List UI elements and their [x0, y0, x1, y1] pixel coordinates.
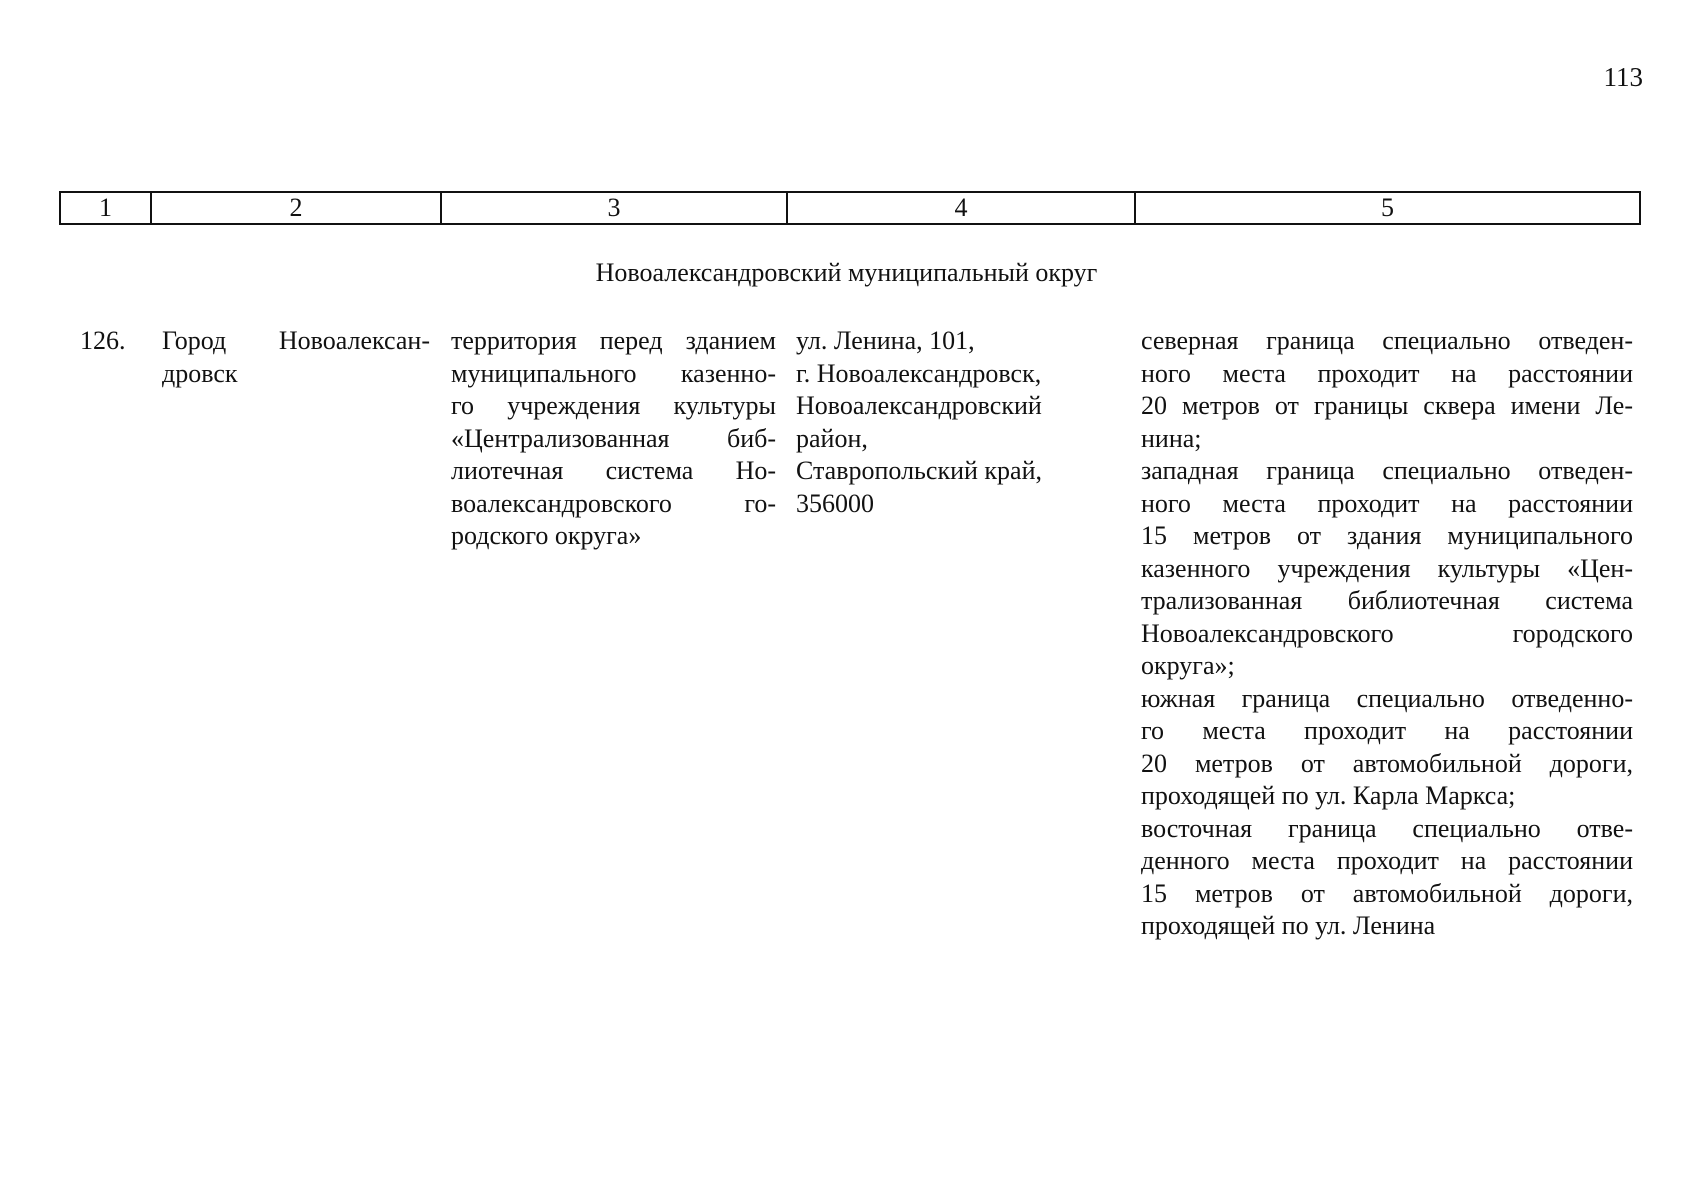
- header-col-4: 4: [787, 192, 1135, 224]
- settlement-name-line: дровск: [162, 358, 238, 388]
- boundary-line: округа»;: [1141, 651, 1235, 680]
- boundary-line: ного места проходит на расстоянии: [1141, 488, 1633, 518]
- header-col-5: 5: [1135, 192, 1640, 224]
- boundary-description: [1141, 325, 1633, 943]
- header-row: [60, 192, 1640, 224]
- object-line: территория перед зданием: [451, 326, 776, 355]
- address-line: г. Новоалександровск,: [796, 358, 1042, 388]
- boundary-line: Новоалександровского городского: [1141, 618, 1633, 648]
- boundary-line: северная граница специально отведен-: [1141, 326, 1633, 355]
- address-line: 356000: [796, 488, 874, 518]
- object-description: [451, 325, 776, 553]
- header-col-3: 3: [441, 192, 787, 224]
- boundary-line: южная граница специально отведенно-: [1141, 683, 1633, 713]
- address: [796, 325, 1096, 520]
- address-line: ул. Ленина, 101,: [796, 326, 975, 355]
- address-line: Ставропольский край,: [796, 456, 1042, 485]
- object-line: го учреждения культуры: [451, 391, 776, 420]
- object-line: воалександровского го-: [451, 488, 776, 518]
- boundary-line: проходящей по ул. Карла Маркса;: [1141, 781, 1516, 810]
- boundary-line: трализованная библиотечная система: [1141, 586, 1633, 615]
- boundary-line: 20 метров от границы сквера имени Ле-: [1141, 391, 1633, 420]
- header-col-2: 2: [151, 192, 441, 224]
- boundary-line: восточная граница специально отве-: [1141, 813, 1633, 843]
- boundary-line: проходящей по ул. Ленина: [1141, 911, 1436, 940]
- section-title: Новоалександровский муниципальный округ: [595, 258, 1098, 287]
- boundary-line: ного места проходит на расстоянии: [1141, 358, 1633, 388]
- settlement-name-line: Город Новоалексан-: [162, 326, 430, 355]
- object-line: родского округа»: [451, 521, 642, 550]
- address-line: Новоалександровский: [796, 391, 1042, 420]
- row-number: 126.: [80, 326, 126, 355]
- boundary-line: 20 метров от автомобильной дороги,: [1141, 748, 1633, 778]
- address-line: район,: [796, 423, 868, 453]
- boundary-line: казенного учреждения культуры «Цен-: [1141, 553, 1633, 583]
- object-line: муниципального казенно-: [451, 358, 776, 388]
- column-number-header: [59, 191, 1641, 225]
- boundary-line: 15 метров от здания муниципального: [1141, 521, 1633, 550]
- boundary-line: нина;: [1141, 423, 1202, 453]
- boundary-line: го места проходит на расстоянии: [1141, 716, 1633, 745]
- boundary-line: западная граница специально отведен-: [1141, 456, 1633, 485]
- object-line: лиотечная система Но-: [451, 456, 776, 485]
- page-number: 113: [1603, 62, 1643, 92]
- settlement-name: [162, 325, 430, 390]
- object-line: «Централизованная биб-: [451, 423, 776, 453]
- header-col-1: 1: [60, 192, 151, 224]
- boundary-line: 15 метров от автомобильной дороги,: [1141, 878, 1633, 908]
- boundary-line: денного места проходит на расстоянии: [1141, 846, 1633, 875]
